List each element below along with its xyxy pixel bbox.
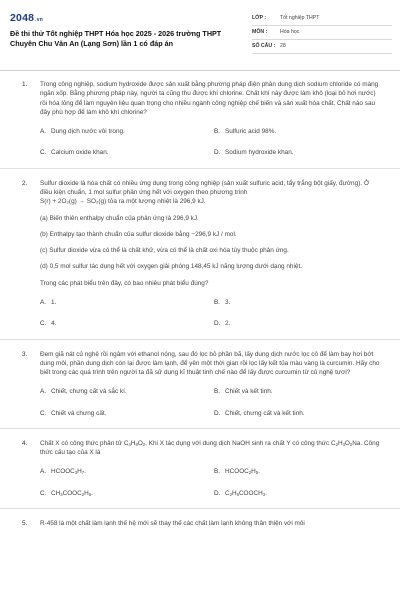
question-text: Trong công nghiệp, sodium hydroxide được sản xuất bằng phương pháp điện phân dung dịch sodium chloride có màng ngăn xốp. Bằng phương pháp này, người ta cũng thu được khí chlorine. Chất khí này được làm khô (loại bỏ hơi nước) rồi hóa lỏng để làm nguyên liệu quan trọng cho nhiều ngành công nghiệp chế biến và sản xuất hóa chất. Chất nào sau đây phù hợp để làm khô khí chlorine?: [40, 81, 379, 116]
page-header: [0, 0, 400, 62]
option-c[interactable]: [40, 489, 208, 498]
option-a[interactable]: [40, 127, 208, 136]
question-number: 1.: [22, 81, 28, 88]
option-text: Chiết và kết tinh.: [225, 388, 273, 396]
option-letter: C.: [40, 149, 47, 157]
option-letter: B.: [214, 468, 221, 476]
question-divider: [0, 428, 400, 429]
option-a[interactable]: [40, 387, 208, 396]
option-letter: C.: [40, 320, 47, 328]
option-b[interactable]: [214, 387, 382, 396]
option-text: Sodium hydroxide khan.: [225, 149, 294, 157]
option-letter: C.: [40, 409, 47, 417]
option-c[interactable]: [40, 319, 208, 328]
options: [40, 467, 382, 498]
option-letter: A.: [40, 388, 47, 396]
statement-b: (b) Enthalpy tạo thành chuẩn của sulfur dioxide bằng −296,9 kJ / mol.: [40, 230, 237, 238]
question-text: Đem giã nát củ nghệ rồi ngâm với ethanol nóng, sau đó lọc bỏ phần bã, lấy dung dịch nước lọc cô để làm bay hơi bớt dung môi, phần dung dịch còn lại được làm lạnh, để yên một thời gian rồi lọc lấy kết tủa màu vàng là curcumin. Hãy cho biết trong các quá trình trên người ta đã sử dụng kĩ thuật tinh chế nào để lấy được curcumin từ củ nghệ tươi?: [40, 350, 380, 377]
question-prompt: Trong các phát biểu trên đây, có bao nhiêu phát biểu đúng?: [40, 279, 209, 287]
option-text: Chiết, chưng cất và sắc kí.: [51, 388, 127, 396]
meta-value-socau: 28: [280, 42, 286, 49]
question-number: 4.: [22, 439, 28, 447]
option-letter: D.: [214, 320, 221, 328]
option-b[interactable]: [214, 467, 382, 476]
meta-label-mon: MÔN :: [252, 28, 268, 35]
option-text: Calcium oxide khan.: [51, 149, 109, 157]
option-letter: D.: [214, 489, 221, 497]
option-letter: D.: [214, 409, 221, 417]
question-text: R-458 là một chất làm lạnh thế hệ mới sẽ thay thế các chất làm lạnh không thân thiện với môi: [40, 520, 305, 528]
meta-label-lop: LỚP :: [252, 14, 267, 21]
option-text: 1.: [51, 298, 57, 306]
option-text: $CH_3COOC_2H_5$.: [51, 489, 93, 497]
option-letter: C.: [40, 489, 47, 497]
question-1: [0, 80, 400, 158]
option-text: 3.: [225, 298, 231, 306]
option-d[interactable]: [214, 319, 382, 328]
statement-a: (a) Biến thiên enthalpy chuẩn của phản ứng là 296,9 kJ.: [40, 214, 199, 222]
option-text: Chiết, chưng cất và kết tinh.: [225, 409, 305, 417]
option-a[interactable]: [40, 298, 208, 307]
option-text: Sulfuric acid 98%.: [225, 128, 277, 136]
question-number: 3.: [22, 350, 28, 358]
question-divider: [0, 168, 400, 169]
option-d[interactable]: [214, 489, 382, 498]
option-c[interactable]: [40, 148, 208, 157]
meta-value-lop: Tốt nghiệp THPT: [280, 14, 320, 21]
question-equation: S(r) + 2O₂(g) → SO₂(g) tỏa ra một lượng nhiệt là 296,9 kJ.: [40, 198, 206, 206]
question-5: [0, 519, 400, 528]
meta-row-socau: [252, 40, 392, 54]
option-b[interactable]: [214, 298, 382, 307]
option-text: 4.: [51, 320, 57, 328]
option-d[interactable]: [214, 409, 382, 418]
option-text: $HCOOC_3H_7$.: [51, 468, 86, 476]
statement-c: (c) Sulfur dioxide vừa có thể là chất khử, vừa có thể là chất oxi hóa tùy thuộc phản ứng.: [40, 247, 289, 255]
statement-d: (d) 0,5 mol sulfur tác dụng hết với oxygen giải phóng 148,45 kJ năng lượng dưới dạng nhiệt.: [40, 263, 303, 271]
meta-row-lop: [252, 12, 392, 26]
option-text: 2.: [225, 320, 231, 328]
option-text: Chiết và chưng cất.: [51, 409, 107, 417]
exam-meta: [252, 12, 392, 54]
question-text: Chất X có công thức phân tử $C_4H_8O_2$. Khi X tác dụng với dung dịch NaOH sinh ra chất Y có công thức $C_2H_3O_2Na$. Công thức cấu tạo của X là: [40, 439, 380, 457]
options: [40, 387, 382, 418]
question-divider: [0, 508, 400, 509]
exam-title: Đề thi thử Tốt nghiệp THPT Hóa học 2025 - 2026 trường THPT Chuyên Chu Văn An (Lạng Sơn) lần 1 có đáp án: [10, 29, 222, 48]
option-letter: A.: [40, 128, 47, 136]
meta-row-mon: [252, 26, 392, 40]
option-a[interactable]: [40, 467, 208, 476]
logo-text: 2048: [10, 12, 35, 24]
header-divider: [0, 70, 400, 71]
question-text: Sulfur dioxide là hóa chất có nhiều ứng dụng trong công nghiệp (sản xuất sulfuric acid, tẩy trắng bột giấy, đường). Ở điều kiện chuẩn, 1 mol sulfur phản ứng hết với oxygen theo phương trình: [40, 179, 370, 196]
option-b[interactable]: [214, 127, 382, 136]
option-letter: D.: [214, 149, 221, 157]
logo-suffix: .vn: [35, 17, 43, 23]
option-letter: A.: [40, 468, 47, 476]
question-3: [0, 350, 400, 418]
question-4: [0, 439, 400, 498]
option-text: Dung dịch nước vôi trong.: [51, 128, 125, 136]
meta-value-mon: Hóa học: [280, 28, 300, 35]
question-2: [0, 179, 400, 329]
question-divider: [0, 339, 400, 340]
option-letter: B.: [214, 298, 221, 306]
option-text: $HCOOC_2H_5$.: [225, 468, 260, 476]
option-letter: B.: [214, 128, 221, 136]
option-d[interactable]: [214, 148, 382, 157]
option-c[interactable]: [40, 409, 208, 418]
option-letter: B.: [214, 388, 221, 396]
question-number: 2.: [22, 179, 28, 187]
meta-label-socau: SỐ CÂU :: [252, 42, 276, 49]
options: [40, 127, 382, 158]
option-text: $C_2H_5COOCH_3$.: [225, 489, 267, 497]
options: [40, 298, 382, 329]
question-list: [0, 80, 400, 528]
option-letter: A.: [40, 298, 47, 306]
question-number: 5.: [22, 520, 28, 528]
